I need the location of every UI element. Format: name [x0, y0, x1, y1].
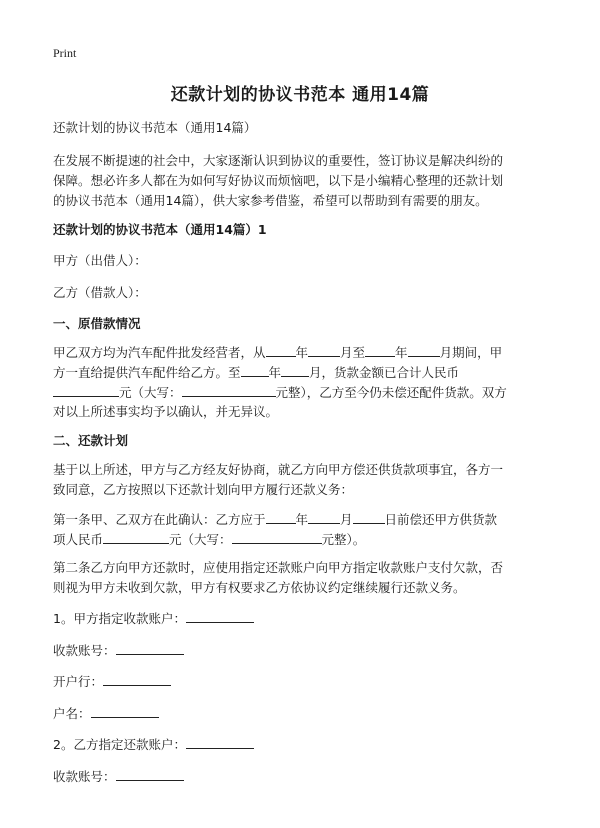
p1-line-4: 对以上所述事实均予以确认，并无异议。: [53, 404, 279, 419]
p1-line-2: [53, 362, 553, 383]
holder-label: 户名：: [53, 706, 91, 721]
p1-line-1: [53, 342, 553, 363]
intro-line-2: 保障。想必许多人都在为如何写好协议而烦恼吧，以下是小编精心整理的还款计划: [53, 173, 504, 188]
article-1-text: 元（大写：: [169, 532, 232, 547]
blank-field: [116, 640, 184, 655]
section-heading: 还款计划的协议书范本（通用14篇）1: [53, 222, 267, 237]
article-1-text: 年: [295, 512, 309, 527]
article-1-text: 项人民币: [53, 532, 104, 547]
blank-field: [266, 342, 296, 357]
article-1-text: 第一条甲、乙双方在此确认：乙方应于: [53, 512, 266, 527]
blank-field: [241, 362, 269, 377]
blank-field: [266, 509, 296, 524]
blank-field: [186, 608, 254, 623]
heading-repayment-plan: 二、还款计划: [53, 433, 129, 448]
p1-text: 方一直给提供汽车配件给乙方。至: [53, 365, 241, 380]
document-subtitle: 还款计划的协议书范本（通用14篇）: [53, 120, 257, 135]
intro-line-1: 在发展不断提速的社会中，大家逐渐认识到协议的重要性，签订协议是解决纠纷的: [53, 153, 504, 168]
article-1-text: 元整）。: [321, 532, 366, 547]
p1-text: 月至: [340, 345, 366, 360]
blank-field: [53, 382, 119, 397]
blank-field: [353, 509, 385, 524]
article-2-line-1: 第二条乙方向甲方还款时，应使用指定还款账户向甲方指定收款账户支付欠款，否: [53, 560, 504, 575]
account-a-label: 1。甲方指定收款账户：: [53, 611, 186, 626]
p1-text: 月，货款金额已合计人民币: [309, 365, 460, 380]
blank-field: [408, 342, 440, 357]
p2-line-1: 基于以上所述，甲方与乙方经友好协商，就乙方向甲方偿还供货款项事宜，各方一: [53, 462, 504, 477]
party-b-label: 乙方（借款人）：: [53, 285, 147, 300]
article-1-text: 月: [340, 512, 353, 527]
p1-text: 年: [295, 345, 309, 360]
blank-field: [103, 529, 169, 544]
document-title: 还款计划的协议书范本 通用14篇: [170, 85, 430, 105]
blank-field: [232, 529, 322, 544]
blank-field: [116, 766, 184, 781]
blank-field: [91, 703, 159, 718]
p1-text: 年: [268, 365, 282, 380]
p1-line-3: [53, 382, 553, 403]
blank-field: [103, 671, 171, 686]
bank-row: [53, 671, 553, 692]
article-2-line-2: 则视为甲方未收到欠款，甲方有权要求乙方依协议约定继续履行还款义务。: [53, 580, 466, 595]
print-link[interactable]: Print: [53, 46, 77, 60]
account-a-row: [53, 608, 553, 629]
heading-original-loan: 一、原借款情况: [53, 316, 141, 331]
party-a-label: 甲方（出借人）：: [53, 253, 147, 268]
article-1-line-1: [53, 509, 553, 530]
blank-field: [281, 362, 309, 377]
account-a-no-row: [53, 640, 553, 661]
blank-field: [308, 342, 340, 357]
blank-field: [365, 342, 395, 357]
blank-field: [182, 382, 276, 397]
article-1-line-2: [53, 529, 553, 550]
article-1-text: 日前偿还甲方供货款: [384, 512, 498, 527]
blank-field: [186, 734, 254, 749]
bank-label: 开户行：: [53, 674, 104, 689]
account-b-row: [53, 734, 553, 755]
p1-text: 元整），乙方至今仍未偿还配件货款。双方: [275, 385, 507, 400]
holder-row: [53, 703, 553, 724]
intro-line-3: 的协议书范本（通用14篇），供大家参考借鉴，希望可以帮助到有需要的朋友。: [53, 193, 488, 208]
p1-text: 月期间，甲: [439, 345, 503, 360]
account-b-label: 2。乙方指定还款账户：: [53, 737, 186, 752]
p1-text: 年: [395, 345, 408, 360]
account-b-no-label: 收款账号：: [53, 769, 116, 784]
account-b-no-row: [53, 766, 553, 787]
p1-text: 甲乙双方均为汽车配件批发经营者，从: [53, 345, 266, 360]
p1-text: 元（大写：: [119, 385, 182, 400]
account-a-no-label: 收款账号：: [53, 643, 116, 658]
blank-field: [308, 509, 340, 524]
p2-line-2: 致同意，乙方按照以下还款计划向甲方履行还款义务：: [53, 482, 354, 497]
